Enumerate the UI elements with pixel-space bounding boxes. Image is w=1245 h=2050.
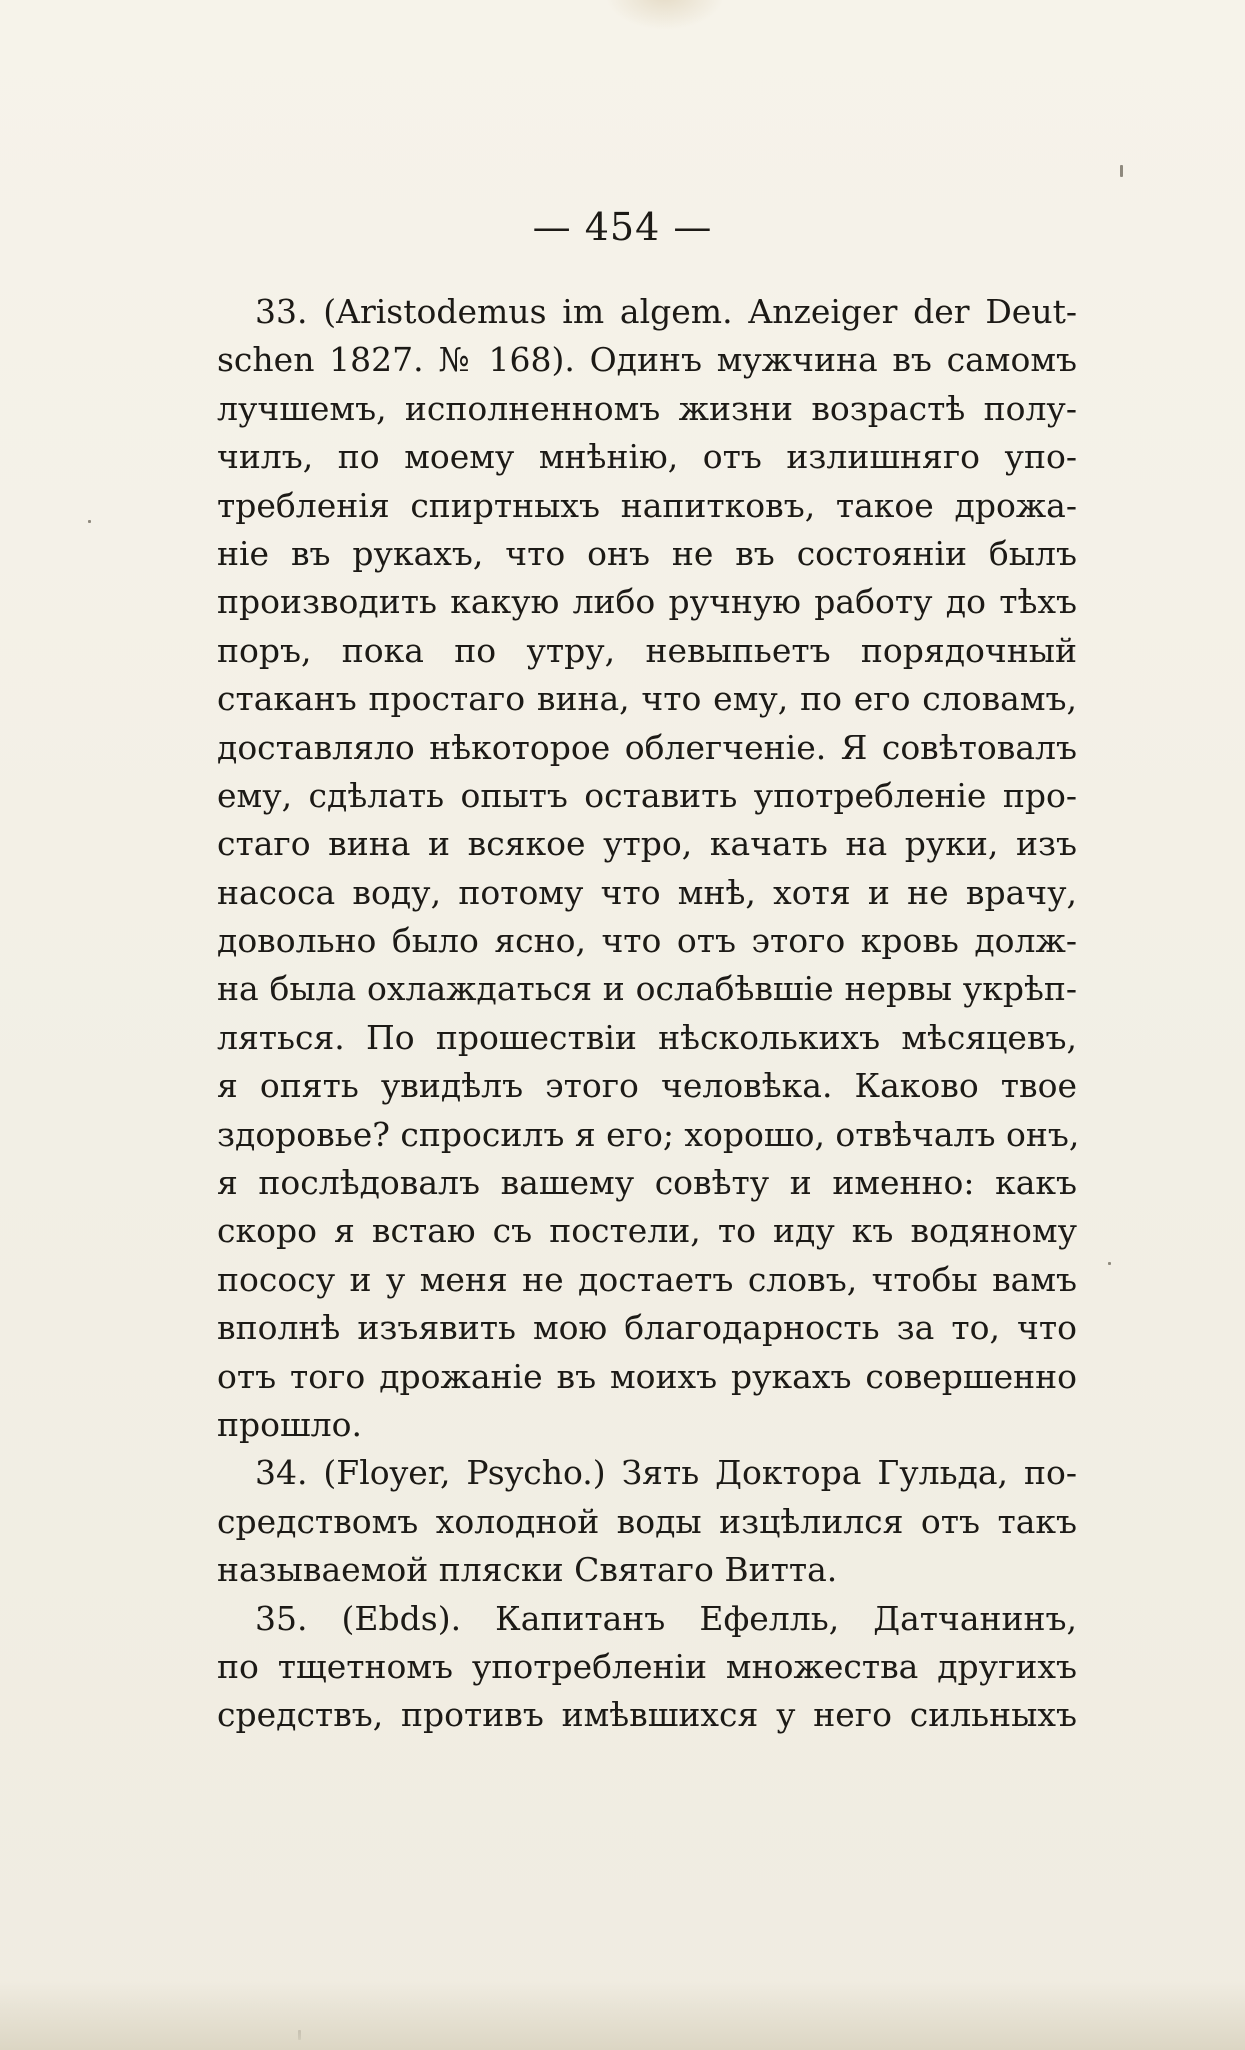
text-line: я опять увидѣлъ этого человѣка. Каково твое bbox=[217, 1066, 1077, 1106]
text-line: я послѣдовалъ вашему совѣту и именно: какъ bbox=[217, 1163, 1077, 1203]
text-line: стаканъ простаго вина, что ему, по его словамъ, bbox=[217, 679, 1077, 719]
text-line: ніе въ рукахъ, что онъ не въ состояніи былъ bbox=[217, 533, 1077, 573]
body-text bbox=[217, 288, 1080, 1740]
page-edge-shadow bbox=[0, 1980, 1245, 2050]
text-line: ему, сдѣлать опытъ оставить употребленіе про- bbox=[217, 775, 1077, 815]
text-line: здоровье? спросилъ я его; хорошо, отвѣчалъ онъ, bbox=[217, 1114, 1080, 1154]
text-line: требленія спиртныхъ напитковъ, такое дрожа- bbox=[217, 485, 1077, 525]
text-line: лучшемъ, исполненномъ жизни возрастѣ полу- bbox=[217, 388, 1077, 428]
text-line: средствъ, противъ имѣвшихся у него сильныхъ bbox=[217, 1695, 1077, 1735]
text-line: стаго вина и всякое утро, качать на руки, изъ bbox=[217, 824, 1077, 864]
text-line: 35. (Ebds). Капитанъ Ефелль, Датчанинъ, bbox=[255, 1598, 1077, 1638]
text-line: 33. (Aristodemus im algem. Anzeiger der Deut- bbox=[255, 292, 1077, 331]
text-line: называемой пляски Святаго Витта. bbox=[217, 1550, 838, 1590]
text-line: на была охлаждаться и ослабѣвшіе нервы укрѣп- bbox=[217, 969, 1077, 1009]
text-line: поръ, пока по утру, невыпьетъ порядочный bbox=[217, 630, 1077, 670]
text-line: чилъ, по моему мнѣнію, отъ излишняго упо- bbox=[217, 437, 1077, 477]
text-line: прошло. bbox=[217, 1404, 362, 1444]
text-line: schen 1827. № 168). Одинъ мужчина въ самомъ bbox=[217, 340, 1077, 380]
text-line: насоса воду, потому что мнѣ, хотя и не врачу, bbox=[217, 872, 1077, 912]
text-line: довольно было ясно, что отъ этого кровь долж- bbox=[217, 921, 1077, 961]
paper-speck bbox=[1120, 165, 1123, 177]
text-line: вполнѣ изъявить мою благодарность за то, что bbox=[217, 1308, 1077, 1348]
text-line: ляться. По прошествіи нѣсколькихъ мѣсяцевъ, bbox=[217, 1017, 1077, 1057]
text-line: отъ того дрожаніе въ моихъ рукахъ совершенно bbox=[217, 1356, 1077, 1396]
paper-speck bbox=[1108, 1262, 1111, 1265]
text-line: производить какую либо ручную работу до тѣхъ bbox=[217, 582, 1077, 622]
text-line: 34. (Floyer, Psycho.) Зять Доктора Гульда, по- bbox=[255, 1453, 1077, 1493]
page-number: — 454 — bbox=[532, 205, 713, 249]
text-line: скоро я встаю съ постели, то иду къ водяному bbox=[217, 1211, 1077, 1251]
text-line: доставляло нѣкоторое облегченіе. Я совѣтовалъ bbox=[217, 727, 1077, 767]
text-line: средствомъ холодной воды изцѣлился отъ такъ bbox=[217, 1501, 1077, 1541]
paper-stain bbox=[605, 0, 725, 30]
text-line: по тщетномъ употребленіи множества другихъ bbox=[217, 1646, 1077, 1686]
paper-speck bbox=[88, 520, 91, 523]
text-line: пососу и у меня не достаетъ словъ, чтобы вамъ bbox=[217, 1259, 1077, 1299]
